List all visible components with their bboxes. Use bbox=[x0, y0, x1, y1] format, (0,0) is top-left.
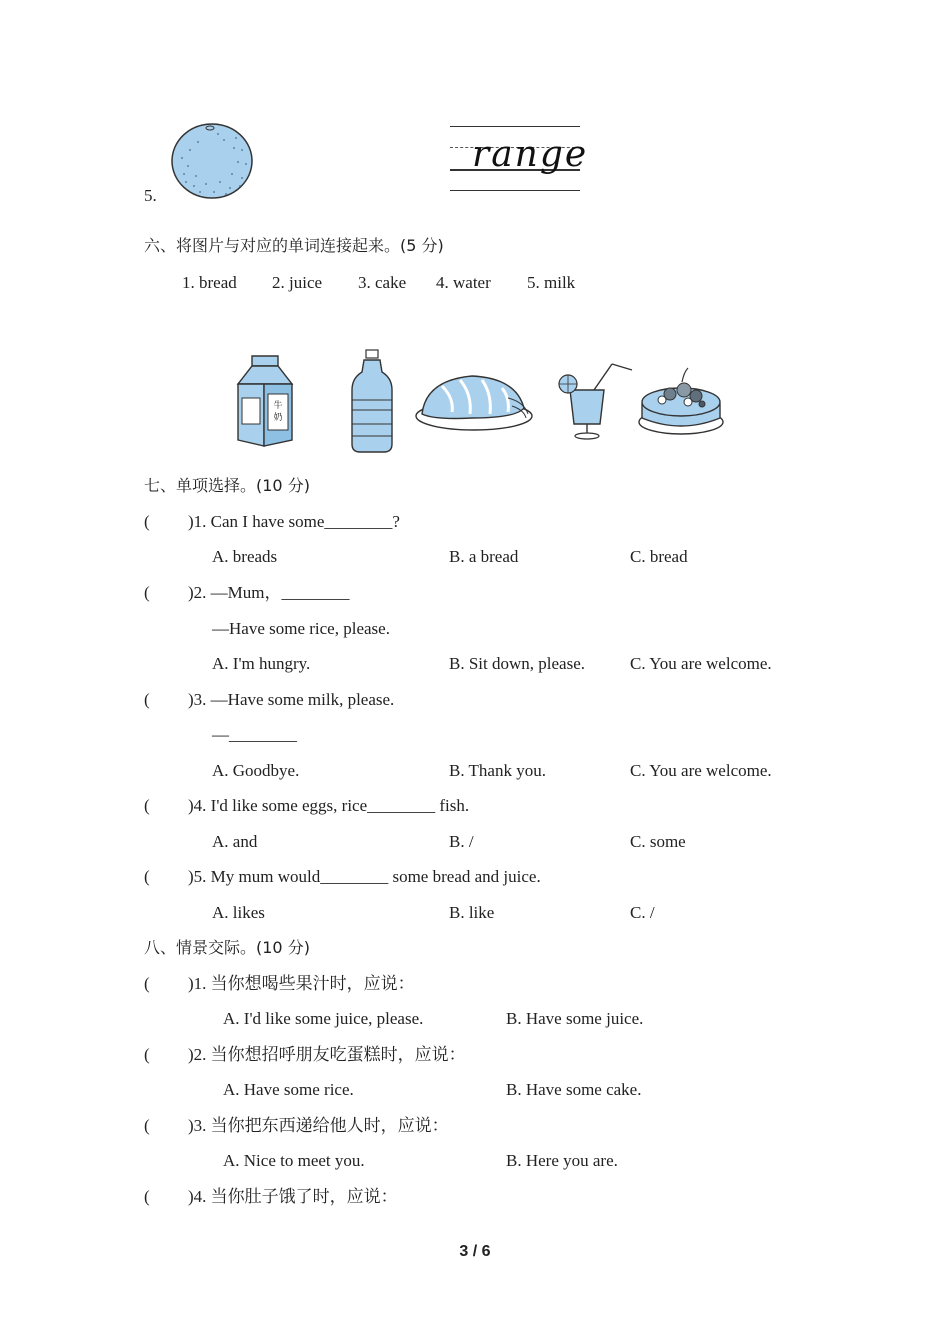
q5-number: 5. bbox=[144, 186, 157, 205]
question-8-3-stem: )3. 当你把东西递给他人时，应说： bbox=[188, 1116, 449, 1135]
option-7-5-a: A. likes bbox=[212, 903, 265, 922]
question-7-3-reply: —________ bbox=[212, 725, 297, 744]
option-8-1-b: B. Have some juice. bbox=[506, 1009, 644, 1028]
answer-blank-7-2[interactable]: ( bbox=[144, 583, 150, 602]
section8-title: 八、情景交际。(10 分) bbox=[144, 938, 310, 957]
word-cake: 3. cake bbox=[358, 273, 407, 292]
water-bottle-icon bbox=[348, 348, 396, 454]
option-7-2-a: A. I'm hungry. bbox=[212, 654, 311, 673]
milk-carton-icon bbox=[234, 354, 296, 450]
option-7-4-b: B. / bbox=[449, 832, 474, 851]
word-juice: 2. juice bbox=[272, 273, 323, 292]
option-7-1-b: B. a bread bbox=[449, 547, 519, 566]
question-8-1-stem: )1. 当你想喝些果汁时，应说： bbox=[188, 974, 415, 993]
option-7-4-a: A. and bbox=[212, 832, 258, 851]
question-7-2-stem: )2. —Mum，________ bbox=[188, 583, 350, 602]
page-number: 3 / 6 bbox=[459, 1243, 491, 1260]
bread-icon bbox=[412, 368, 536, 434]
answer-blank-8-4[interactable]: ( bbox=[144, 1187, 150, 1206]
orange-icon bbox=[170, 122, 254, 200]
word-bread: 1. bread bbox=[182, 273, 237, 292]
option-7-1-c: C. bread bbox=[630, 547, 688, 566]
option-7-3-b: B. Thank you. bbox=[449, 761, 546, 780]
word-milk: 5. milk bbox=[527, 273, 576, 292]
answer-blank-7-5[interactable]: ( bbox=[144, 867, 150, 886]
option-7-1-a: A. breads bbox=[212, 547, 278, 566]
question-8-2-stem: )2. 当你想招呼朋友吃蛋糕时，应说： bbox=[188, 1045, 466, 1064]
option-7-5-b: B. like bbox=[449, 903, 495, 922]
option-8-2-b: B. Have some cake. bbox=[506, 1080, 642, 1099]
option-7-2-b: B. Sit down, please. bbox=[449, 654, 585, 673]
option-7-3-a: A. Goodbye. bbox=[212, 761, 300, 780]
option-8-3-b: B. Here you are. bbox=[506, 1151, 618, 1170]
question-7-3-stem: )3. —Have some milk, please. bbox=[188, 690, 395, 709]
answer-blank-7-4[interactable]: ( bbox=[144, 796, 150, 815]
option-7-5-c: C. / bbox=[630, 903, 655, 922]
answer-blank-7-1[interactable]: ( bbox=[144, 512, 150, 531]
section7-title: 七、单项选择。(10 分) bbox=[144, 476, 310, 495]
question-7-2-reply: —Have some rice, please. bbox=[212, 619, 390, 638]
answer-blank-8-2[interactable]: ( bbox=[144, 1045, 150, 1064]
option-7-2-c: C. You are welcome. bbox=[630, 654, 772, 673]
milk-carton-label: 牛奶 bbox=[273, 401, 283, 423]
juice-glass-icon bbox=[556, 360, 634, 442]
handwriting-line-top bbox=[450, 126, 580, 127]
option-8-1-a: A. I'd like some juice, please. bbox=[223, 1009, 424, 1028]
section6-title: 六、将图片与对应的单词连接起来。(5 分) bbox=[144, 236, 444, 255]
answer-blank-8-3[interactable]: ( bbox=[144, 1116, 150, 1135]
answer-blank-7-3[interactable]: ( bbox=[144, 690, 150, 709]
option-8-2-a: A. Have some rice. bbox=[223, 1080, 354, 1099]
word-water: 4. water bbox=[436, 273, 491, 292]
question-7-4-stem: )4. I'd like some eggs, rice________ fish. bbox=[188, 796, 470, 815]
handwriting-line-bottom bbox=[450, 190, 580, 191]
question-7-1-stem: )1. Can I have some________? bbox=[188, 512, 400, 531]
answer-blank-8-1[interactable]: ( bbox=[144, 974, 150, 993]
question-7-5-stem: )5. My mum would________ some bread and juice. bbox=[188, 867, 541, 886]
option-7-4-c: C. some bbox=[630, 832, 686, 851]
question-8-4-stem: )4. 当你肚子饿了时，应说： bbox=[188, 1187, 398, 1206]
option-7-3-c: C. You are welcome. bbox=[630, 761, 772, 780]
handwritten-word: range bbox=[472, 134, 589, 175]
cake-icon bbox=[636, 364, 726, 438]
option-8-3-a: A. Nice to meet you. bbox=[223, 1151, 365, 1170]
